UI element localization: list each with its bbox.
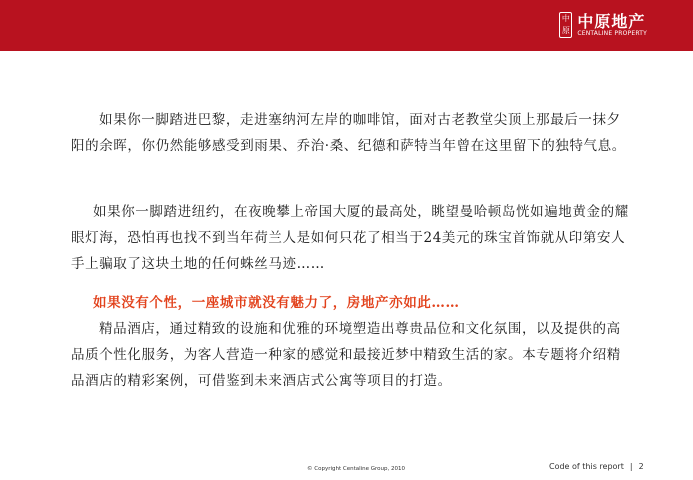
report-label: Code of this report xyxy=(549,462,624,471)
copyright-text: © Copyright Centaline Group, 2010 xyxy=(307,466,406,472)
brand-name-en: CENTALINE PROPERTY xyxy=(577,29,647,37)
seal-icon xyxy=(559,12,572,38)
paragraph-newyork: 如果你一脚踏进纽约，在夜晚攀上帝国大厦的最高处，眺望曼哈顿岛恍如遍地黄金的耀眼灯海，恐怕再也找不到当年荷兰人是如何只花了相当于24美元的珠宝首饰就从印第安人手上骗取了这块土地的任何蛛丝马迹…… xyxy=(71,204,629,272)
header-bar xyxy=(0,0,693,51)
highlight-statement: 如果没有个性，一座城市就没有魅力了，房地产亦如此…… xyxy=(93,295,460,311)
paragraph-paris: 如果你一脚踏进巴黎，走进塞纳河左岸的咖啡馆，面对古老教堂尖顶上那最后一抹夕阳的余晖，你仍然能够感受到雨果、乔治·桑、纪德和萨特当年曾在这里留下的独特气息。 xyxy=(71,112,626,154)
centaline-logo xyxy=(559,10,647,40)
paragraph-boutique-hotel: 精品酒店，通过精致的设施和优雅的环境塑造出尊贵品位和文化氛围，以及提供的高品质个性化服务，为客人营造一种家的感觉和最接近梦中精致生活的家。本专题将介绍精品酒店的精彩案例，可借鉴到未来酒店式公寓等项目的打造。 xyxy=(71,321,621,389)
seal-char-2: 原 xyxy=(561,26,570,35)
brand-name-cn: 中原地产 xyxy=(577,11,646,31)
seal-char-1: 中 xyxy=(561,14,570,23)
footer-separator: | xyxy=(629,462,633,471)
page-number: 2 xyxy=(638,462,644,471)
report-footer xyxy=(549,462,644,471)
